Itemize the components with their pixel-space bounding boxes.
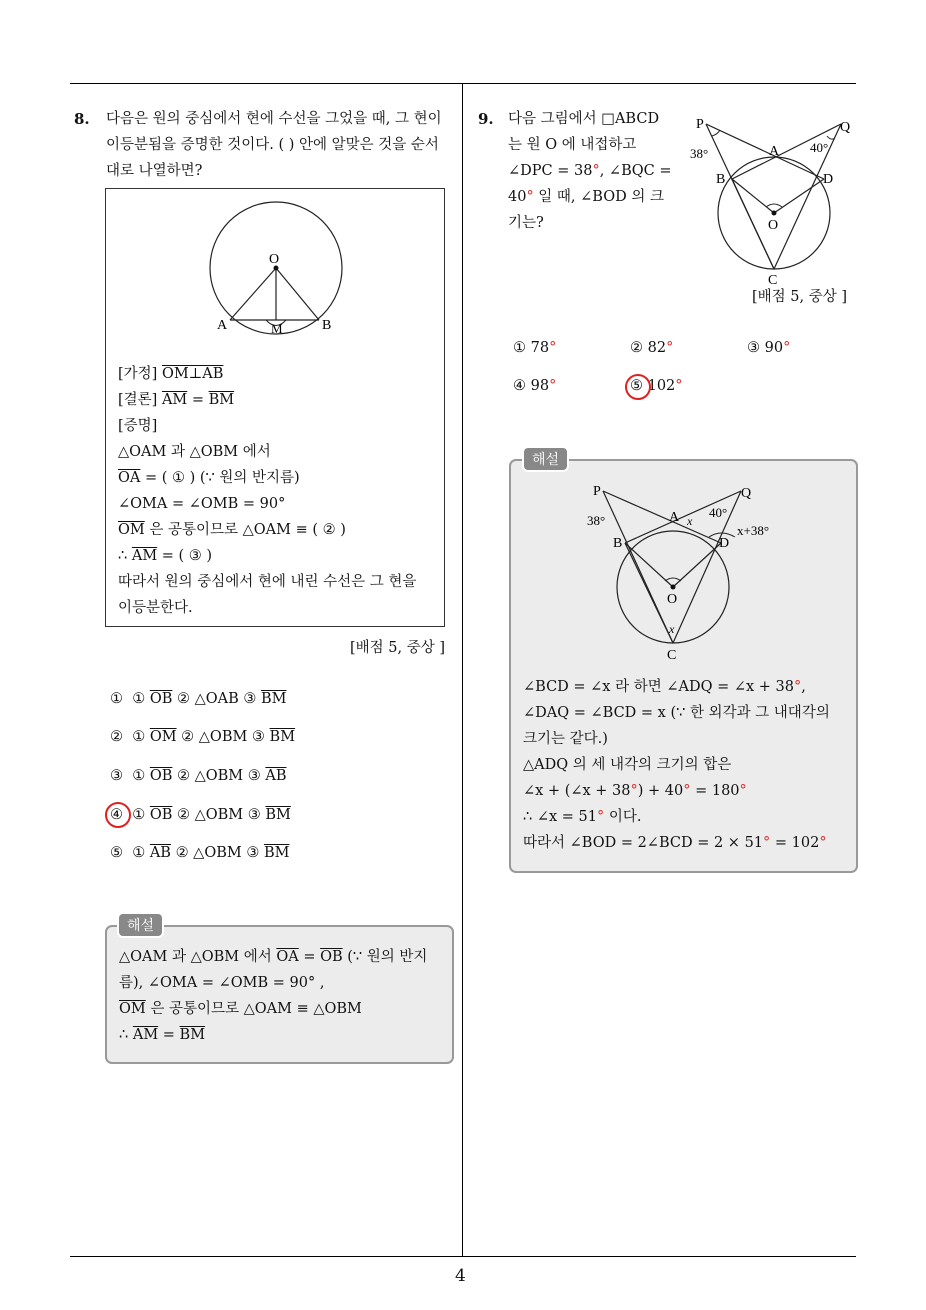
q9-sol-line-7 [523,833,827,853]
q8-choice-5-num: ⑤ [110,845,123,861]
q9-line-qc [774,124,841,269]
q9-sol-label-b: B [613,536,623,551]
column-divider [462,83,463,1256]
q8-conclusion [118,390,234,410]
q8-given-label: [가정] [118,366,158,382]
q9-label-38: 38° [690,146,709,161]
q8-proof-oa: $\overline{OA}$ [118,470,141,486]
q9-sol-l1c: , [801,679,806,695]
q9-choice-3-val: 90 [764,340,784,356]
q8-choice-1-b1: $\overline{BM}$ [260,691,287,707]
q9-sol-line-6 [523,807,641,827]
q9-choice-3[interactable] [747,338,790,358]
q8-sol-ob: $\overline{OB}$ [320,949,343,965]
q9-stem-l4a: 40 [508,189,527,205]
q9-answer-mark [625,374,651,400]
q8-concl-right: $\overline{BM}$ [208,392,235,408]
q8-proof-line-3: ∠OMA = ∠OMB = 90° [118,496,286,512]
q9-sol-label-a: A [669,510,680,525]
q9-solution-box [509,459,858,873]
q9-solution-figure [581,475,841,670]
question-8-stem-line-3: 대로 나열하면? [106,163,203,179]
q8-sol-line-2: 름), ∠OMA = ∠OMB = 90° , [119,975,325,991]
q8-choice-3-b: ② △OBM ③ [172,768,266,784]
q8-proof-am: $\overline{AM}$ [131,548,158,564]
q8-solution-box [105,925,454,1064]
q8-sol-l1e: (∵ 원의 반지 [342,949,428,965]
q9-sol-l5a: ∠x + (∠x + 38 [523,783,631,799]
question-8-proof-box [105,188,445,627]
q9-sol-label-40: 40° [709,505,728,520]
q8-concl-label: [결론] [118,392,158,408]
q8-concl-left: $\overline{AM}$ [161,392,188,408]
q8-concl-eq: = [187,392,209,408]
q9-sol-line-qc [673,491,741,643]
q9-figure [686,108,866,288]
q8-choice-3[interactable] [110,766,287,786]
q9-line-od [774,179,824,213]
q8-sol-line-4 [119,1025,205,1045]
q8-choice-2-b: ② △OBM ③ [176,729,270,745]
q8-segment-ob [276,268,319,320]
q9-stem-line-5: 기는? [508,215,544,231]
question-8-number: 8. [74,110,90,128]
q9-label-d: D [823,172,834,187]
q9-label-a: A [769,144,780,159]
q9-choice-5-val: 102 [647,378,676,394]
q8-choice-2-a1: $\overline{OM}$ [149,729,177,745]
q9-sol-label-x2: x [669,622,675,636]
q9-sol-l1a: ∠BCD = ∠x 라 하면 ∠ADQ = ∠x + 38 [523,679,794,695]
q8-segment-oa [230,268,276,320]
q9-sol-l6-deg: ° [596,809,605,825]
q9-center-dot [772,211,777,216]
q8-proof-line-6: 따라서 원의 중심에서 현에 내린 수선은 그 현을 [118,574,417,590]
q9-stem-l3c: , ∠BQC = [599,163,672,179]
q8-choice-4-b: ② △OBM ③ [172,807,266,823]
q8-proof-line-2-rest: = ( ① ) (∵ 원의 반지름) [140,470,300,486]
q9-sol-l6a: ∴ ∠x = 51 [523,809,597,825]
q9-sol-l7c: = 102 [770,835,820,851]
q8-sol-om: $\overline{OM}$ [119,1001,146,1017]
q8-proof-line-5-rest: = ( ③ ) [157,548,213,564]
q9-sol-l5c: ) + 40 [637,783,684,799]
q9-sol-l7a: 따라서 ∠BOD = 2∠BCD = 2 × 51 [523,835,764,851]
q9-stem-l4-deg: ° [526,189,534,205]
q8-choice-5-a: ① [132,845,150,861]
q8-proof-therefore: ∴ [118,548,132,564]
q9-sol-angle-o-arc [665,578,681,581]
q8-choice-5[interactable] [110,843,289,863]
q8-proof-line-5 [118,546,212,566]
q8-circle-figure [106,189,444,349]
q8-proof-line-2 [118,468,300,488]
q9-choice-4-deg: ° [549,378,557,394]
q8-sol-line-1 [119,947,427,967]
q8-label-b: B [322,318,332,333]
q9-stem-line-4 [508,187,664,207]
q9-sol-l7-deg2: ° [819,835,827,851]
q9-choice-5-deg: ° [675,378,683,394]
q8-proof-line-1: △OAM 과 △OBM 에서 [118,444,271,460]
q8-choice-2-num: ② [110,729,123,745]
q8-choice-1-b: ② △OAB ③ [172,691,261,707]
question-8-stem-line-1: 다음은 원의 중심에서 현에 수선을 그었을 때, 그 현이 [106,111,442,127]
q9-sol-l5-deg1: ° [630,783,638,799]
q9-sol-l7-deg1: ° [763,835,771,851]
q9-stem-line-3 [508,161,671,181]
q8-choice-2-a: ① [132,729,150,745]
q9-label-o: O [768,218,779,233]
q9-label-40: 40° [810,140,829,155]
q9-label-b: B [716,172,726,187]
top-rule [70,83,856,84]
q8-sol-line-3 [119,999,362,1019]
q8-proof-label: [증명] [118,418,158,434]
q9-label-c: C [768,273,778,288]
q9-sol-line-bc [625,543,673,643]
q9-choice-3-num: ③ [747,340,760,356]
q9-sol-label-x38: x+38° [737,523,770,538]
q8-choice-3-a1: $\overline{OB}$ [149,768,173,784]
question-8-stem-line-2: 이등분됨을 증명한 것이다. ( ) 안에 알맞은 것을 순서 [106,137,439,153]
q9-sol-line-3: 크기는 같다.) [523,731,608,747]
q9-solution-badge: 해설 [522,446,569,472]
q9-sol-label-p: P [593,484,601,499]
q8-choice-5-b: ② △OBM ③ [170,845,264,861]
q9-sol-line-4: △ADQ 의 세 내각의 크기의 합은 [523,757,732,773]
q8-choice-5-a1: $\overline{AB}$ [149,845,171,861]
q9-angle-o-arc [766,204,782,207]
q9-choice-4-num: ④ [513,378,526,394]
q8-label-m: M [271,321,283,336]
q8-sol-oa: $\overline{OA}$ [276,949,299,965]
q9-label-p: P [696,117,704,132]
q9-stem-l3-deg: ° [592,163,600,179]
q8-sol-l4c: = [158,1027,180,1043]
q8-choice-5-b1: $\overline{BM}$ [263,845,290,861]
q9-sol-l5-deg2: ° [683,783,691,799]
q8-sol-l4a: ∴ [119,1027,133,1043]
q8-choice-1-num: ① [110,691,123,707]
q9-sol-center-dot [671,585,676,590]
q9-choice-3-deg: ° [783,340,791,356]
q9-sol-label-o: O [667,592,678,607]
q8-given [118,364,223,384]
q9-sol-l5e: = 180 [690,783,740,799]
q8-solution-badge: 해설 [117,912,164,938]
q8-sol-l1c: = [298,949,321,965]
q9-choice-2[interactable] [630,338,673,358]
q9-choice-1-num: ① [513,340,526,356]
q8-choice-2-b1: $\overline{BM}$ [269,729,296,745]
q9-stem-l4c: 일 때, ∠BOD 의 크 [533,189,664,205]
q8-answer-mark [105,802,131,828]
q9-angle-q-arc [827,136,835,139]
q8-choice-2[interactable] [110,727,295,747]
question-8-score: [배점 5, 중상 ] [350,640,446,656]
q9-choice-4[interactable] [513,376,556,396]
q8-choice-4-b1: $\overline{BM}$ [265,807,291,823]
bottom-rule [70,1256,856,1257]
q9-sol-line-2: ∠DAQ = ∠BCD = x (∵ 한 외각과 그 내대각의 [523,705,830,721]
q9-sol-label-q: Q [741,486,752,501]
q8-choice-4-a: ① [132,807,150,823]
q9-angle-p-arc [712,130,720,136]
q8-choice-4-num: ④ [110,807,123,823]
q8-choice-4-a1: $\overline{OB}$ [149,807,173,823]
q9-stem-l3a: ∠DPC = 38 [508,163,593,179]
q8-proof-line-4-rest: 은 공통이므로 △OAM ≡ ( ② ) [144,522,346,538]
page-number: 4 [455,1266,466,1286]
q8-label-a: A [217,318,228,333]
q8-choice-3-a: ① [132,768,150,784]
q9-choice-1-deg: ° [549,340,557,356]
q9-stem-line-1: 다음 그림에서 □ABCD [508,111,660,127]
q9-choice-1-val: 78 [530,340,550,356]
q9-sol-line-1 [523,677,806,697]
q8-sol-am: $\overline{AM}$ [132,1027,159,1043]
q9-choice-2-num: ② [630,340,643,356]
q8-sol-l3b: 은 공통이므로 △OAM ≡ △OBM [145,1001,362,1017]
q8-proof-line-4 [118,520,346,540]
q8-proof-om: $\overline{OM}$ [118,522,145,538]
q9-choice-1[interactable] [513,338,556,358]
q8-choice-4[interactable] [110,805,291,825]
q9-sol-label-38: 38° [587,513,606,528]
q9-sol-label-x1: x [687,514,693,528]
q9-choice-4-val: 98 [530,378,550,394]
q8-choice-1-a1: $\overline{OB}$ [149,691,173,707]
q9-choice-2-val: 82 [647,340,667,356]
q8-proof-line-7: 이등분한다. [118,600,193,616]
q8-sol-bm: $\overline{BM}$ [179,1027,206,1043]
q9-choice-2-deg: ° [666,340,674,356]
q8-choice-1[interactable] [110,689,287,709]
q9-sol-l1-deg: ° [793,679,802,695]
question-9-number: 9. [478,110,494,128]
q9-label-q: Q [840,120,851,135]
q8-sol-l1a: △OAM 과 △OBM 에서 [119,949,277,965]
q9-line-pd [706,124,824,179]
q9-line-ob [732,179,774,213]
q8-choice-3-num: ③ [110,768,123,784]
q9-sol-l6c: 이다. [604,809,642,825]
q9-stem-line-2: 는 원 O 에 내접하고 [508,137,637,153]
q8-choice-1-a: ① [132,691,150,707]
q8-choice-3-b1: $\overline{AB}$ [265,768,287,784]
q9-sol-label-d: D [719,536,730,551]
q8-label-o: O [269,252,280,267]
q9-sol-label-c: C [667,648,677,663]
q9-sol-line-5 [523,781,747,801]
question-9-score: [배점 5, 중상 ] [752,289,848,305]
q8-given-text: OM⊥AB [161,366,224,382]
q9-choice-5-num: ⑤ [630,378,643,394]
q9-sol-l5-deg3: ° [739,783,747,799]
